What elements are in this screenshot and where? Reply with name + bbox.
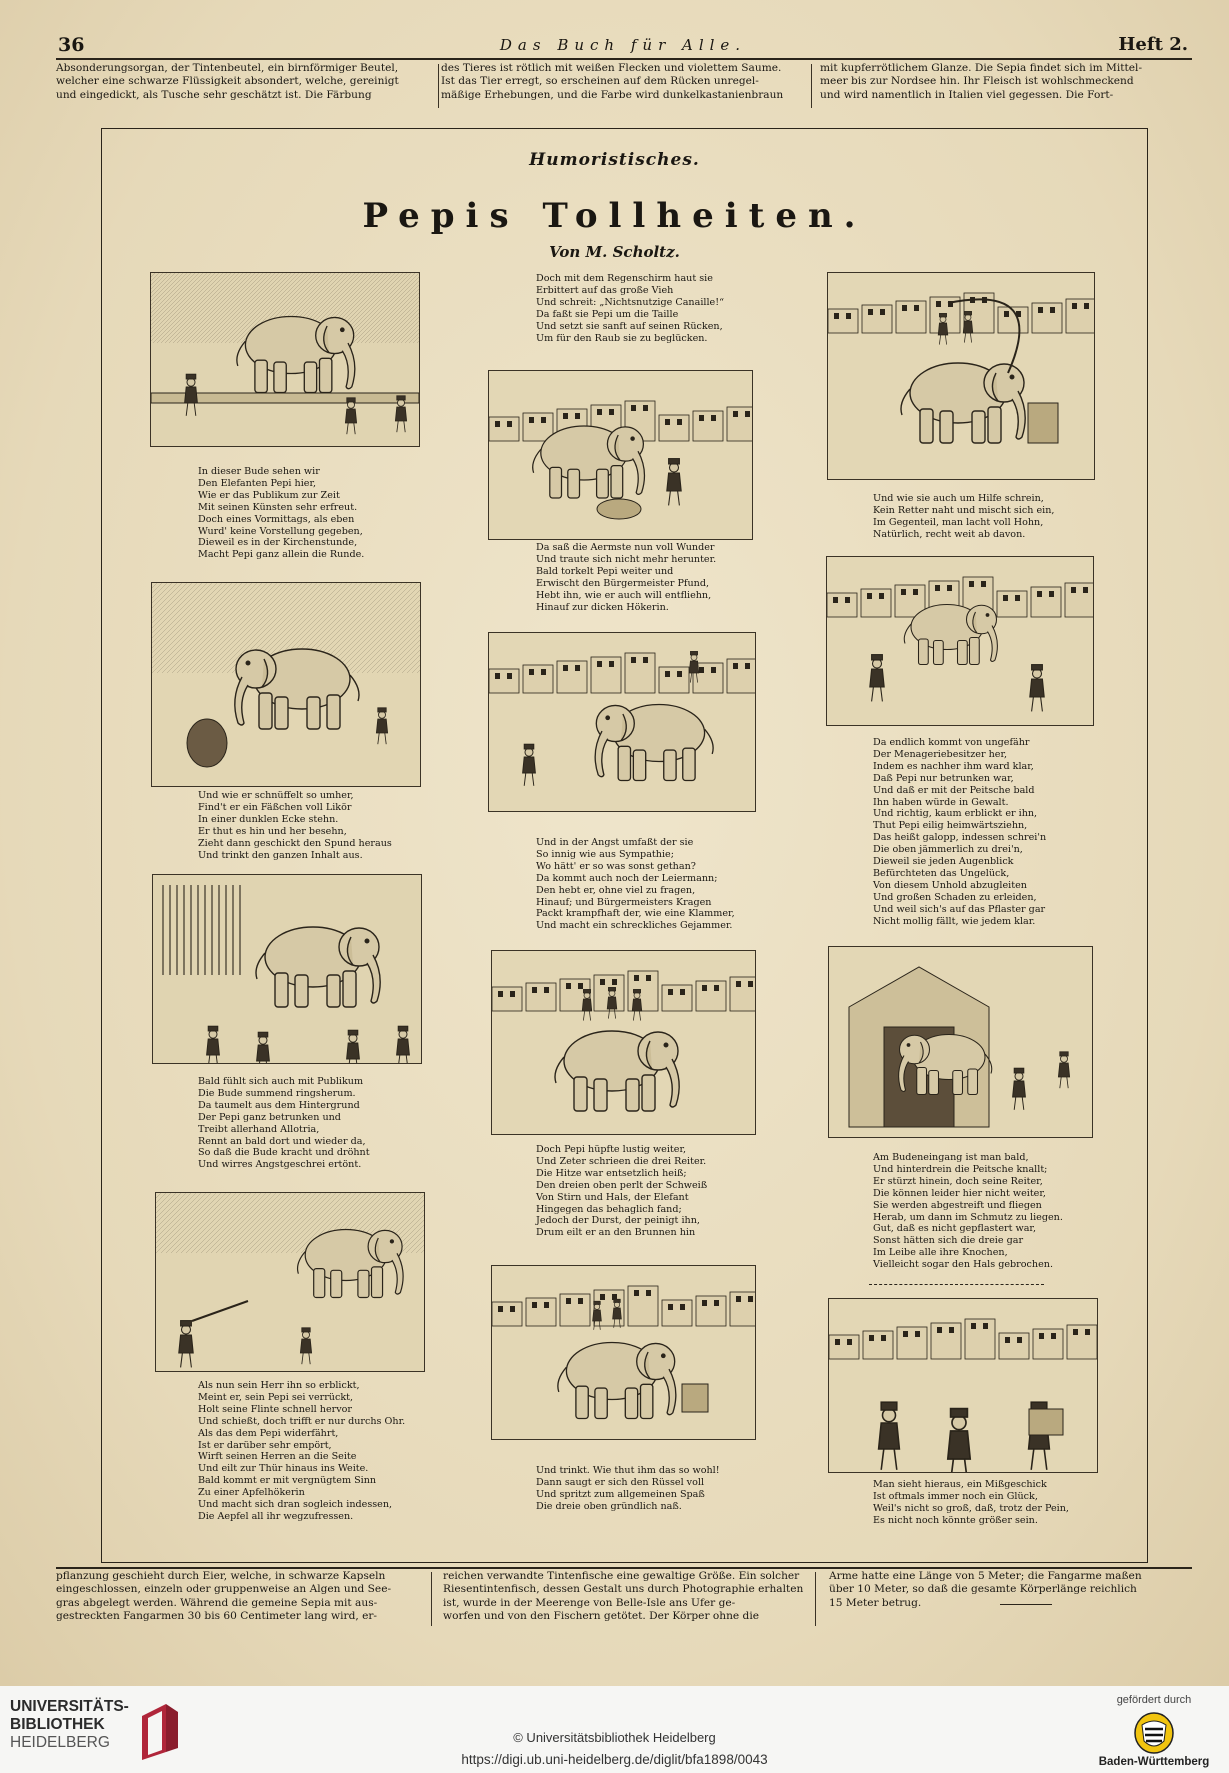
column-divider — [438, 64, 439, 108]
verse-line: Erbittert auf das große Vieh — [536, 284, 674, 296]
verse-line: Den hebt er, ohne viel zu fragen, — [536, 884, 696, 896]
verse-line: Treibt allerhand Allotria, — [198, 1123, 320, 1135]
header-rule — [56, 58, 1192, 60]
verse-line: Und schreit: „Nichtsnutzige Canaille!“ — [536, 296, 724, 308]
verse-line: Und spritzt zum allgemeinen Spaß — [536, 1488, 705, 1500]
verse-line: Indem es nachher ihm ward klar, — [873, 760, 1034, 772]
verse-line: Herab, um dann im Schmutz zu liegen. — [873, 1211, 1063, 1223]
bottom-column-1: pflanzung geschieht durch Eier, welche, in schwarze Kapseln eingeschlossen, einzeln oder gruppenweise an Algen und See- gras abgelegt werden. Während die gemeine Sepia mit aus- gestreckten Fangarmen 30 bis 60 Centimeter lang wird, er- — [56, 1570, 392, 1623]
verse-13 — [873, 1479, 1069, 1527]
verse-line: Die Aepfel all ihr wegzufressen. — [198, 1510, 354, 1522]
verse-line: Er thut es hin und her besehn, — [198, 825, 347, 837]
verse-line: Im Gegenteil, man lacht voll Hohn, — [873, 516, 1044, 528]
issue-label: Heft 2. — [1118, 34, 1188, 55]
verse-7 — [536, 837, 735, 932]
verse-line: Den Elefanten Pepi hier, — [198, 477, 317, 489]
verse-line: Wurd' keine Vorstellung gegeben, — [198, 525, 363, 537]
verse-6 — [536, 542, 716, 613]
verse-line: Thut Pepi eilig heimwärtsziehn, — [873, 820, 1028, 832]
verse-line: Befürchteten das Ungelück, — [873, 867, 1010, 879]
verse-line: Und traute sich nicht mehr herunter. — [536, 553, 717, 565]
verse-line: Kein Retter naht und mischt sich ein, — [873, 504, 1055, 516]
verse-line: Drum eilt er an den Brunnen hin — [536, 1227, 696, 1239]
verse-8 — [536, 1144, 707, 1239]
verse-line: Dieweil es in der Kirchenstunde, — [198, 537, 358, 549]
engraving-drawing — [152, 583, 420, 786]
verse-line: Da saß die Aermste nun voll Wunder — [536, 542, 715, 553]
verse-line: Die oben jämmerlich zu drei'n, — [873, 844, 1023, 856]
verse-line: Ihn haben würde in Gewalt. — [873, 796, 1009, 808]
verse-line: Das heißt galopp, indessen schrei'n — [873, 832, 1047, 844]
illustration-three-riders — [491, 950, 756, 1135]
verse-line: Daß Pepi nur betrunken war, — [873, 772, 1014, 784]
verse-line: Es nicht noch könnte größer sein. — [873, 1514, 1038, 1526]
verse-line: Packt krampfhaft der, wie eine Klammer, — [536, 908, 735, 920]
illustration-keg — [151, 582, 421, 787]
verse-line: Und setzt sie sanft auf seinen Rücken, — [536, 320, 723, 332]
top-column-3: mit kupferrötlichem Glanze. Die Sepia findet sich im Mittel- meer bis zur Nordsee hin. Ihr Fleisch ist wohlschmeckend und wird namentlich in Italien viel gegessen. Die Fort- — [820, 62, 1143, 101]
bottom-column-2: reichen verwandte Tintenfische eine gewaltige Größe. Ein solcher Riesentintenfisch, dessen Gestalt uns durch Photographie erhalten ist, wurde in der Meerenge von Belle-Isle ans Ufer ge- worfen und von den Fischern getötet. Der Körper ohne die — [443, 1570, 804, 1623]
verse-9 — [536, 1465, 720, 1513]
verse-1 — [198, 466, 364, 561]
column-divider — [811, 64, 812, 108]
verse-line: Doch eines Vormittags, als eben — [198, 513, 355, 525]
top-text-columns — [56, 62, 1192, 112]
verse-line: Am Budeneingang ist man bald, — [873, 1152, 1029, 1163]
illustration-circus-booth — [150, 272, 420, 447]
copyright-notice: © Universitätsbibliothek Heidelberg — [513, 1730, 716, 1745]
illustration-fountain — [491, 1265, 756, 1440]
verse-line: Holt seine Flinte schnell hervor — [198, 1403, 352, 1415]
verse-12 — [873, 1152, 1063, 1271]
verse-line: Und eilt zur Thür hinaus ins Weite. — [198, 1463, 369, 1475]
verse-4 — [198, 1380, 405, 1523]
verse-line: Die Bude summend ringsherum. — [198, 1087, 356, 1099]
verse-line: Dann saugt er sich den Rüssel voll — [536, 1476, 705, 1488]
verse-line: Doch Pepi hüpfte lustig weiter, — [536, 1144, 687, 1155]
verse-line: In dieser Bude sehen wir — [198, 466, 320, 477]
state-coat-of-arms-icon — [1133, 1711, 1175, 1755]
verse-line: Hebt ihn, wie er auch will entfliehn, — [536, 589, 712, 601]
engraving-drawing — [829, 1299, 1097, 1472]
verse-line: Mit seinen Künsten sehr erfreut. — [198, 501, 358, 513]
verse-line: Bald kommt er mit vergnügtem Sinn — [198, 1475, 377, 1487]
verse-line: Und hinterdrein die Peitsche knallt; — [873, 1163, 1048, 1175]
verse-line: Und Zeter schrieen die drei Reiter. — [536, 1155, 707, 1167]
verse-line: Und wie er schnüffelt so umher, — [198, 790, 354, 801]
verse-line: Da faßt sie Pepi um die Taille — [536, 308, 679, 320]
verse-line: Dieweil sie jeden Augenblick — [873, 856, 1014, 868]
verse-line: Vielleicht sogar den Hals gebrochen. — [873, 1259, 1053, 1271]
verse-line: Man sieht hieraus, ein Mißgeschick — [873, 1479, 1047, 1490]
viewer-footer — [0, 1686, 1229, 1773]
verse-line: Wirft seinen Herren an die Seite — [198, 1451, 357, 1463]
verse-line: Die dreie oben gründlich naß. — [536, 1500, 682, 1512]
verse-line: Und macht ein schreckliches Gejammer. — [536, 920, 733, 932]
verse-line: Natürlich, recht weit ab davon. — [873, 528, 1026, 540]
illustration-shooting — [155, 1192, 425, 1372]
verse-5 — [536, 273, 724, 344]
verse-line: Und großen Schaden zu erleiden, — [873, 891, 1037, 903]
engraving-drawing — [489, 371, 752, 539]
engraving-drawing — [151, 273, 419, 446]
verse-line: In einer dunklen Ecke stehn. — [198, 813, 339, 825]
sponsor-block — [1089, 1694, 1219, 1770]
verse-line: So daß die Bude kracht und dröhnt — [198, 1147, 370, 1159]
engraving-drawing — [827, 557, 1093, 725]
feature-title: Pepis Tollheiten. — [362, 196, 867, 236]
verse-line: So innig wie aus Sympathie; — [536, 848, 674, 860]
verse-line: Wo hätt' er so was sonst gethan? — [536, 860, 696, 872]
engraving-drawing — [828, 273, 1094, 479]
engraving-drawing — [156, 1193, 424, 1371]
verse-line: Als nun sein Herr ihn so erblickt, — [198, 1380, 360, 1391]
verse-line: Die können leider hier nicht weiter, — [873, 1187, 1046, 1199]
verse-line: Bald torkelt Pepi weiter und — [536, 565, 674, 577]
university-library-logo[interactable]: UNIVERSITÄTS- BIBLIOTHEK HEIDELBERG — [10, 1698, 182, 1764]
verse-line: Um für den Raub sie zu beglücken. — [536, 332, 708, 344]
verse-line: Und schießt, doch trifft er nur durchs Ohr. — [198, 1415, 406, 1427]
verse-line: Da taumelt aus dem Hintergrund — [198, 1099, 360, 1111]
verse-line: Hingegen das behaglich fand; — [536, 1203, 682, 1215]
verse-line: Gut, daß es nicht gepflastert war, — [873, 1223, 1037, 1235]
verse-line: Der Menageriebesitzer her, — [873, 748, 1008, 760]
verse-line: Im Leibe alle ihre Knochen, — [873, 1247, 1008, 1259]
column-divider — [431, 1572, 432, 1626]
verse-line: Doch mit dem Regenschirm haut sie — [536, 273, 713, 284]
column-divider — [815, 1572, 816, 1626]
top-column-2: des Tieres ist rötlich mit weißen Flecken und violettem Saume. Ist das Tier erregt, so erscheinen auf dem Rücken unregel- mäßige Erhebungen, und die Farbe wird dunkelkastanienbraun — [441, 62, 784, 101]
verse-line: Als das dem Pepi widerfährt, — [198, 1427, 339, 1439]
illustration-lifting-mayor — [488, 632, 756, 812]
feature-kicker: Humoristisches. — [529, 150, 700, 170]
verse-line: Die Hitze war entsetzlich heiß; — [536, 1167, 687, 1179]
verse-line: Bald fühlt sich auch mit Publikum — [198, 1076, 364, 1087]
verse-line: Hinauf zur dicken Hökerin. — [536, 601, 669, 613]
verse-line: Und daß er mit der Peitsche bald — [873, 784, 1035, 796]
engraving-drawing — [492, 1266, 755, 1439]
engraving-drawing — [153, 875, 421, 1063]
illustration-apple-seller — [488, 370, 753, 540]
bottom-text-columns — [56, 1570, 1192, 1628]
verse-line: Und richtig, kaum erblickt er ihn, — [873, 808, 1038, 820]
verse-line: Weil's nicht so groß, daß, trotz der Pein, — [873, 1502, 1069, 1514]
verse-11 — [873, 737, 1046, 928]
verse-line: Sonst hätten sich die dreie gar — [873, 1235, 1024, 1247]
page-number: 36 — [58, 34, 85, 56]
engraving-drawing — [829, 947, 1092, 1137]
verse-line: Da kommt auch noch der Leiermann; — [536, 872, 718, 884]
verse-line: Und macht sich dran sogleich indessen, — [198, 1499, 393, 1511]
verse-line: Wie er das Publikum zur Zeit — [198, 489, 340, 501]
separator-rule — [869, 1284, 1044, 1285]
engraving-drawing — [492, 951, 755, 1134]
illustration-chase — [826, 556, 1094, 726]
verse-line: Und trinkt den ganzen Inhalt aus. — [198, 849, 363, 861]
verse-line: Erwischt den Bürgermeister Pfund, — [536, 577, 710, 589]
end-rule — [1000, 1604, 1052, 1605]
illustration-spraying — [827, 272, 1095, 480]
verse-line: Den dreien oben perlt der Schweiß — [536, 1179, 708, 1191]
verse-line: Und wie sie auch um Hilfe schrein, — [873, 493, 1044, 504]
engraving-drawing — [489, 633, 755, 811]
verse-line: Und weil sich's auf das Pflaster gar — [873, 903, 1046, 915]
sponsor-name: Baden-Württemberg — [1098, 1756, 1210, 1768]
verse-line: Zieht dann geschickt den Spund heraus — [198, 837, 392, 849]
bottom-column-3: Arme hatte eine Länge von 5 Meter; die Fangarme maßen über 10 Meter, so daß die gesamte Körperlänge reichlich 15 Meter betrug. — [829, 1570, 1142, 1609]
verse-line: Macht Pepi ganz allein die Runde. — [198, 549, 365, 561]
verse-line: Ist oftmals immer noch ein Glück, — [873, 1490, 1038, 1502]
verse-3 — [198, 1076, 370, 1171]
verse-2 — [198, 790, 392, 861]
permalink-url[interactable]: https://digi.ub.uni-heidelberg.de/diglit/bfa1898/0043 — [461, 1752, 768, 1767]
running-header — [58, 34, 1188, 60]
verse-line: Und wirres Angstgeschrei ertönt. — [198, 1159, 362, 1171]
verse-line: Jedoch der Durst, der peinigt ihn, — [536, 1215, 700, 1227]
verse-line: Ist er darüber sehr empört, — [198, 1439, 332, 1451]
verse-line: Von Stirn und Hals, der Elefant — [536, 1191, 689, 1203]
verse-line: Nicht mollig fällt, wie jedem klar. — [873, 915, 1036, 927]
verse-line: Zu einer Apfelhökerin — [198, 1487, 305, 1499]
verse-line: Und trinkt. Wie thut ihm das so wohl! — [536, 1465, 720, 1476]
verse-line: Meint er, sein Pepi sei verrückt, — [198, 1391, 354, 1403]
top-column-1: Absonderungsorgan, der Tintenbeutel, ein birnförmiger Beutel, welcher eine schwarze Flüssigkeit absondert, welche, gereinigt und eingedickt, als Tusche sehr geschätzt ist. Die Färbung — [56, 62, 399, 101]
verse-line: Rennt an bald dort und wieder da, — [198, 1135, 366, 1147]
verse-line: Hinauf; und Bürgermeisters Kragen — [536, 896, 712, 908]
illustration-aftermath — [828, 1298, 1098, 1473]
illustration-cage-crowd — [152, 874, 422, 1064]
verse-line: Von diesem Unhold abzugleiten — [873, 879, 1027, 891]
feature-author: Von M. Scholtz. — [549, 243, 680, 261]
illustration-booth-entrance — [828, 946, 1093, 1138]
verse-line: Der Pepi ganz betrunken und — [198, 1111, 341, 1123]
sponsor-label: gefördert durch — [1116, 1694, 1192, 1706]
journal-title: Das Buch für Alle. — [499, 36, 747, 54]
verse-10 — [873, 493, 1054, 541]
verse-line: Er stürzt hinein, doch seine Reiter, — [873, 1175, 1043, 1187]
verse-line: Sie werden abgestreift und fliegen — [873, 1199, 1042, 1211]
verse-line: Und in der Angst umfaßt der sie — [536, 837, 694, 848]
verse-line: Da endlich kommt von ungefähr — [873, 737, 1030, 748]
body-rule — [56, 1567, 1192, 1569]
verse-line: Find't er ein Fäßchen voll Likör — [198, 801, 352, 813]
